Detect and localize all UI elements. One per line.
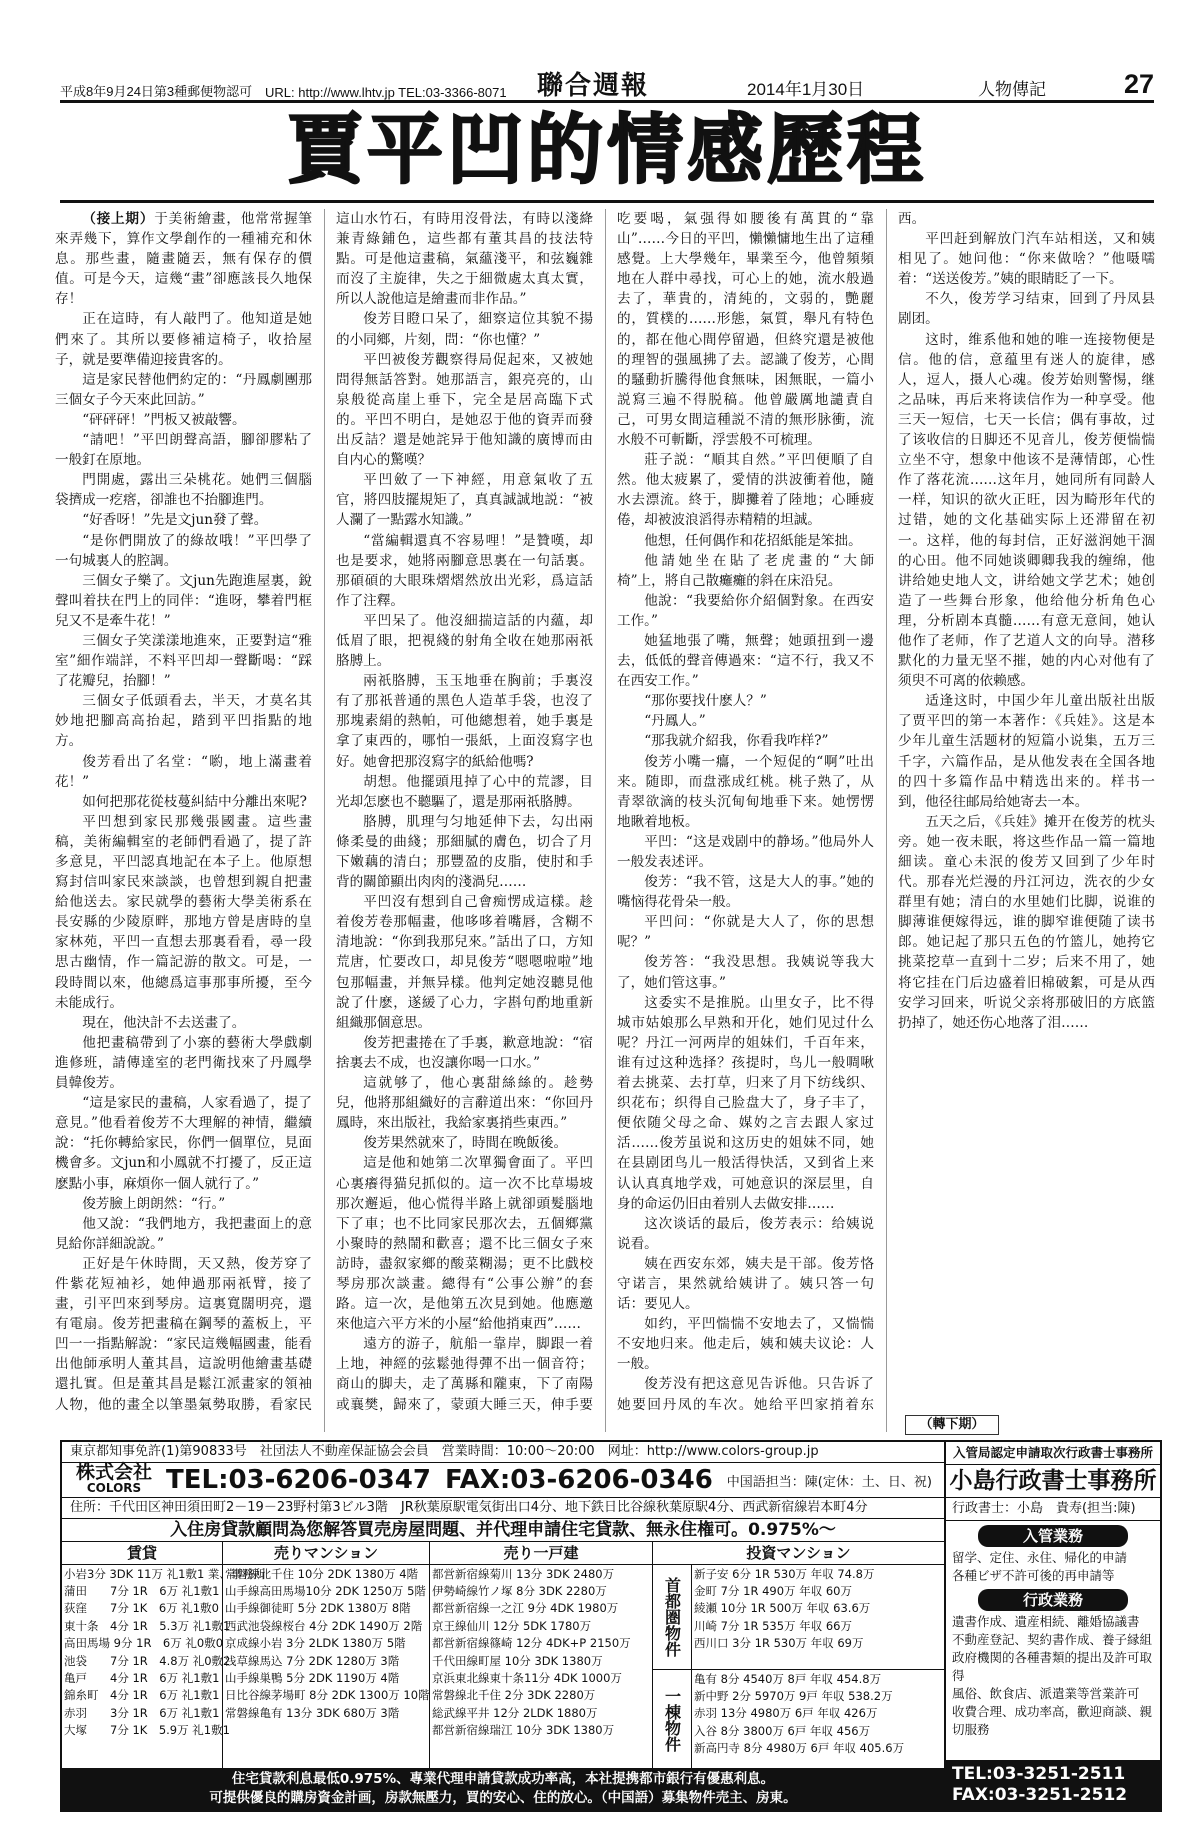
building-listing-text: 新高円寺 8分 4980万 6戸 年収 405.6万: [694, 1741, 905, 1756]
paragraph-text: 這就够了，他心裏甜絲絲的。趁勢兒，他將那組織好的言辭道出來：“你回丹鳳時，來出版社，我給家裏捎些東西。”: [336, 1075, 593, 1132]
house-listing: [430, 1669, 652, 1686]
investment-listing: [692, 1582, 944, 1599]
house-listing: [430, 1600, 652, 1617]
article-paragraph: [898, 330, 1155, 692]
office-name: 小島行政書士事務所: [946, 1465, 1160, 1498]
mansion-sale-title: 売りマンション: [223, 1542, 429, 1565]
building-listing-text: 入谷 8分 3800万 6戸 年収 456万: [694, 1723, 871, 1738]
article-paragraph: [617, 531, 874, 551]
investment-listing: [692, 1617, 944, 1634]
house-sale-title: 売り一戸建: [430, 1542, 652, 1565]
paragraph-text: 他說：“我要給你介紹個對象。在西安工作。”: [617, 592, 874, 629]
rent-listing-text: 錦糸町 4分 1R 6万 礼1敷1: [64, 1688, 220, 1703]
rent-listing-text: 高田馬場 9分 1R 6万 礼0敷0: [64, 1636, 224, 1651]
paragraph-text: 這是家民替他們約定的：“丹鳳劇團那三個女子今天來此回訪。”: [55, 371, 312, 408]
article-paragraph: [617, 450, 874, 530]
article-paragraph: [55, 691, 312, 751]
rent-listing-text: 池袋 7分 1R 4.8万 礼0敷2: [64, 1653, 231, 1668]
header-url: URL: http://www.lhtv.jp TEL:03-3366-8071: [265, 85, 507, 100]
administrative-service-list: [946, 1613, 1160, 1739]
administrative-service-heading: 行政業務: [978, 1589, 1128, 1611]
paragraph-text: 他請她坐在貼了老虎畫的“大師椅”上，將自己散癱癱的斜在床沿兒。: [617, 552, 874, 589]
paragraph-text: 兩祇胳膊，玉玉地垂在胸前；手裏沒有了那祇普通的黑色人造革手袋，也沒了那塊素絹的熱帕，可他總想着，她手裏是拿了東西的，哪怕一張紙，上面沒寫字也好。她會把那沒寫字的紙給他嗎?: [336, 673, 593, 770]
paragraph-text: 俊芳把畫捲在了手裏，歉意地說：“宿捨裏去不成，也沒讓你喝一口水。”: [336, 1034, 593, 1071]
article-paragraph: [617, 832, 874, 872]
house-listing-text: 都営新宿線瑞江 10分 3DK 1380万: [432, 1723, 615, 1738]
paragraph-text: 平凹被俊芳觀察得局促起來，又被她問得無話答對。她那語言，銀亮亮的，山泉般從高崖上垂下，完全是居高臨下式的。平凹不明白，是她忍于他的資弄而發出反詰？還是她詫异于他知識的廣博而由自内心的驚嘆？: [336, 351, 593, 469]
service-item: 留学、定住、永住、帰化的申請: [952, 1550, 1128, 1565]
office-contact: [946, 1760, 1160, 1810]
building-listing-text: 赤羽 13分 4980万 6戸 年収 426万: [694, 1706, 878, 1721]
mansion-listing-text: 西武池袋線桜台 4分 2DK 1490万 2階: [225, 1618, 423, 1633]
article-paragraph: [55, 309, 312, 369]
paragraph-text: 俊芳目瞪口呆了，細察這位其貌不揚的小同鄉，片刻，問：“你也懂？”: [336, 311, 593, 348]
article-body: [55, 209, 1155, 1432]
paragraph-text: “那你要找什麽人？”: [644, 693, 767, 710]
paragraph-text: 俊芳看出了名堂：“喲，地上滿畫着花！”: [55, 753, 312, 790]
paragraph-text: 他把畫稿帶到了小寨的藝術大學戲劇進修班，請傳達室的老門衛找來了丹鳳學員韓俊芳。: [55, 1034, 312, 1092]
house-listing-text: 京王線仙川 12分 5DK 1780万: [432, 1618, 592, 1633]
paragraph-text: 俊芳没有把这意见告诉他。只告诉了她要回丹凤的车次。她给平凹家捎着东西。: [617, 211, 926, 1413]
house-listing: [430, 1617, 652, 1634]
house-listing: [430, 1722, 652, 1739]
chinese-contact: 中国語担当：陳(定休：土、日、祝): [726, 1474, 932, 1490]
building-listing: [692, 1705, 944, 1722]
paragraph-text: 平凹沒有想到自己會痴愣成這樣。趁着俊芳卷那幅畫，他哆哆着嘴唇，含糊不清地說：“你到我那兒來。”話出了口，方知荒唐，忙要改口，却見俊芳“嗯嗯啦啦”地包那幅畫，并無异樣。他判定她沒聽見他說了什麽，遂緩了心力，字斟句酌地重新組織那個意思。: [336, 894, 593, 1031]
house-sale-column: [430, 1542, 653, 1768]
investment-listing-text: 綾瀬 10分 1R 500万 年収 63.6万: [694, 1601, 871, 1616]
paragraph-text: 他想，任何偶作和花招紙能是笨拙。: [644, 532, 862, 549]
paragraph-text: 如何把那花從枝蔓糾結中分離出來呢?: [82, 793, 307, 810]
mansion-listing-text: 京成線小岩 3分 2LDK 1380万 5階: [225, 1636, 406, 1651]
article-paragraph: [55, 1013, 312, 1033]
investment-group1: [692, 1565, 944, 1670]
article-paragraph: [336, 1133, 593, 1153]
rent-listing-text: 荻窪 7分 1K 6万 礼1敷0: [64, 1601, 219, 1616]
paragraph-text: 正在這時，有人敲門了。他知道是她們來了。其所以要修補這椅子，收拾屋子，就是要準備迎接貴客的。: [55, 311, 312, 368]
article-paragraph: [617, 731, 874, 751]
mansion-listing-text: 浅草線馬込 7分 2DK 1280万 3階: [225, 1653, 400, 1668]
ad-footer-line-2: 可提供優良的購房資金計画，房款無壓力，買的安心、住的放心。（中国語）募集物件売主、房東。: [209, 1790, 797, 1806]
mansion-listing: [223, 1600, 432, 1617]
article-paragraph: [617, 872, 874, 912]
mansion-listing: [223, 1669, 432, 1686]
mansion-sale-column: [223, 1542, 430, 1768]
article-paragraph: [617, 912, 874, 952]
mansion-listing-text: 山手線御徒町 5分 2DK 1380万 8階: [225, 1601, 411, 1616]
issue-date: 2014年1月30日: [747, 80, 865, 99]
house-listing-text: 常磐線北千住 2分 3DK 2280万: [432, 1688, 596, 1703]
paragraph-text: 俊芳答：“我没思想。我姨说等我大了，她们管这事。”: [617, 954, 874, 991]
ad-banner: 入住房貸款顧問為您解答買売房屋問題、并代理申請住宅貸款、無永住権可。0.975%～: [62, 1519, 944, 1542]
rent-listing-text: 大塚 7分 1K 5.9万 礼1敷1: [64, 1723, 230, 1738]
immigration-service-list: [946, 1549, 1160, 1585]
article-paragraph: [55, 812, 312, 1013]
paragraph-text: 三個女子笑漾漾地進來，正要對這“雅室”細作端詳，不料平凹却一聲斷喝：“踩了花瓣兒，抬腳！”: [55, 632, 312, 690]
mansion-listing: [223, 1565, 432, 1582]
investment-title: 投資マンション: [653, 1542, 944, 1565]
company-name: 株式会社: [75, 1461, 152, 1483]
paragraph-text: 于美術繪畫，他常常握筆來弄幾下，算作文學創作的一種補充和休息。那些畫，隨畫隨丟，無有保存的價值。可是今天，這幾“畫”卻應該長久地保存！: [55, 211, 313, 308]
company-name-en: COLORS: [86, 1481, 142, 1495]
investment-column: [653, 1542, 944, 1768]
building-listing: [692, 1722, 944, 1739]
mansion-listing-text: 日比谷線茅場町 8分 2DK 1300万 10階: [225, 1688, 430, 1703]
article-paragraph: [898, 812, 1155, 1033]
paragraph-text: 如约，平凹惴惴不安地去了，又惴惴不安地归来。他走后，姨和姨夫议论：人一般。: [617, 1316, 874, 1373]
paragraph-text: 門開處，露出三朵桃花。她們三個腦袋擠成一疙瘩，卻誰也不抬腳進門。: [55, 472, 312, 509]
house-listing: [430, 1635, 652, 1652]
advertisement: [60, 1440, 1162, 1812]
article-paragraph: [617, 952, 874, 992]
article-paragraph: [55, 571, 312, 631]
paragraph-text: 遠方的游子，航船一靠岸，脚跟一着上地，神經的弦鬆弛得彈不出一個音符；商山的脚夫，走了萬縣和隴東，下了南陽或襄樊，歸來了，蒙頭大睡三天，伸手要吃要喝，氣强得如腰後有萬貫的“靠山”……今日的平凹，懶懶慵地生出了這種感覺。上大學幾年，畢業至今，他曾頻頻地在人群中尋找，可心上的她，流水般過去了，華貴的，清純的，文弱的，艷麗的，質樸的……形態，氣質，舉凡有特色的，都在他心間停留過，但終究還是被他的理智的强風拂了去。認識了俊芳，心間的騷動折騰得他食無味，困無眠，一篇小説寫三遍不得脱稿。他曾嚴厲地譴責自己，可男女間這種説不清的無形脉衝，流水般不可斬斷，浮雲般不可梳理。: [336, 211, 874, 1413]
article-paragraph: [336, 470, 593, 530]
ad-license-line: 東京都知事免許(1)第90833号 社団法人不動産保証協会会員 営業時間：10:00～20:00 网址：http://www.colors-group.jp: [62, 1442, 944, 1463]
rent-column: [62, 1542, 266, 1768]
article-paragraph: [55, 470, 312, 510]
article-paragraph: [55, 510, 312, 530]
ad-phone: TEL:03-6206-0347: [166, 1465, 431, 1495]
paragraph-text: 平凹赶到解放门汽车站相送，又和姨相见了。她问他：“你来做啥？”他嗫嚅着：“送送俊芳。”姨的眼睛眨了一下。: [898, 231, 1155, 288]
house-listing-text: 都営新宿線菊川 13分 3DK 2480万: [432, 1566, 615, 1581]
investment-listing-text: 金町 7分 1R 490万 年収 60万: [694, 1584, 852, 1599]
building-listing-text: 亀有 8分 4540万 8戸 年収 454.8万: [694, 1671, 882, 1686]
article-paragraph: [55, 531, 312, 571]
article-paragraph: [617, 631, 874, 691]
group2-label: 一棟物件: [662, 1688, 682, 1752]
mansion-listing: [223, 1582, 432, 1599]
article-paragraph: [55, 631, 312, 691]
house-listing: [430, 1565, 652, 1582]
office-ad: [946, 1442, 1160, 1810]
investment-body: [692, 1565, 944, 1770]
paragraph-text: 五天之后，《兵娃》摊开在俊芳的枕头旁。她一夜未眠，将这些作品一篇一篇地細读。童心未泯的俊芳又回到了少年时代。那春光烂漫的丹江河边，洗衣的少女群里有她；清白的水里她们比脚，说谁的脚薄谁便嫁得远，谁的脚窄谁便随了读书郎。她记起了那只五色的竹篮儿，她挎它挑菜挖草一直到十二岁；后来不用了，她将它挂在门后边盛着旧棉破絮，可是从西安学习回来，听说父亲将那破旧的方底篮扔掉了，她还伤心地落了泪……: [898, 813, 1155, 1031]
continued-notice: （轉下期）: [905, 1415, 999, 1435]
paragraph-text: 平凹斂了一下神經，用意氣收了五官，將四肢擺規矩了，真真誠誠地説：“被人瀾了一點露水知識。”: [336, 472, 593, 529]
newspaper-name: 聯合週報: [537, 71, 650, 101]
paragraph-text: “請吧！”平凹朗聲高語，腳卻膠粘了一般釘在原地。: [55, 432, 312, 469]
investment-listing-text: 川崎 7分 1R 535万 年収 66万: [694, 1618, 852, 1633]
house-listing-text: 都営新宿線篠崎 12分 4DK+P 2150万: [432, 1636, 631, 1651]
paragraph-text: “是你們開放了的綠故哦！”平凹學了一句城裏人的腔調。: [55, 532, 312, 569]
house-listing: [430, 1582, 652, 1599]
article-paragraph: [617, 752, 874, 832]
article-paragraph: [617, 691, 874, 711]
paragraph-text: 俊芳小嘴一癟，一个短促的“啊”吐出来。随即，而盘涨成红桃。桃子熟了，从青翠欲滴的枝头沉甸甸地垂下来。她愣愣地瞅着地板。: [617, 753, 874, 830]
article-paragraph: [55, 370, 312, 410]
office-phone: TEL:03-3251-2511: [952, 1764, 1126, 1784]
paragraph-text: “丹鳳人。”: [644, 713, 706, 730]
investment-listing-text: 西川口 3分 1R 530万 年収 69万: [694, 1636, 864, 1651]
paragraph-text: “好香呀！”先是文jun發了聲。: [82, 512, 268, 529]
article-paragraph: [336, 309, 593, 349]
investment-labels: [653, 1565, 692, 1770]
article-paragraph: [617, 551, 874, 591]
group1-label-box: [653, 1565, 691, 1670]
section-name: 人物傳記: [978, 80, 1046, 99]
mansion-listing-text: 常磐線亀有 13分 3DK 680万 3階: [225, 1705, 400, 1720]
rent-title: 賃貸: [62, 1542, 222, 1565]
article-paragraph: [617, 591, 874, 631]
paragraph-text: 她猛地張了嘴，無聲；她頭扭到一邊去，低低的聲音傳過來：“這不行，我又不在西安工作。”: [617, 632, 874, 690]
ad-contact-row: [62, 1463, 944, 1498]
article-paragraph: [898, 229, 1155, 289]
article-paragraph: [898, 691, 1155, 812]
article-paragraph: [617, 1214, 874, 1254]
article-paragraph: [55, 1214, 312, 1254]
building-listing-text: 新中野 2分 5970万 9戸 年収 538.2万: [694, 1689, 893, 1704]
article-paragraph: [55, 792, 312, 812]
rent-listing-text: 東十条 4分 1R 5.3万 礼1敷1: [64, 1618, 231, 1633]
paragraph-text: “砰砰砰！”門板又被敲響。: [82, 411, 246, 428]
service-item: 遺書作成、遺産相続、離婚協議書: [952, 1614, 1140, 1629]
paragraph-text: “當編輯還真不容易哩！”是贊嘆，却也是要求，她將兩腳意思裏在一句話裏。那碩碩的大眼珠熠熠然放出光彩，爲這話作了注釋。: [336, 532, 593, 609]
immigration-service-heading: 入管業務: [978, 1525, 1128, 1547]
paragraph-text: 莊子説：“順其自然。”平凹便順了自然。他太疲累了，愛情的洪波衝着他，隨水去漂流。終于，脚攤着了陸地；心睡疲倦，却被波浪滔得赤精精的坦誠。: [617, 452, 874, 529]
page-number: 27: [1123, 69, 1154, 99]
paragraph-text: 三個女子低頭看去，半天，才莫名其妙地把腳高高抬起，踏到平凹指點的地方。: [55, 693, 312, 750]
mansion-listing: [223, 1687, 432, 1704]
article-paragraph: [336, 1033, 593, 1073]
service-item: 收費合理、成功率高，歡迎商談、親切服務: [952, 1704, 1153, 1737]
article-paragraph: [617, 993, 874, 1214]
building-listing: [692, 1740, 944, 1757]
house-listing-text: 総武線平井 12分 2LDK 1880万: [432, 1705, 598, 1720]
headline: 賈平凹的情感歷程: [287, 105, 927, 194]
house-listing-text: 千代田線町屋 10分 3DK 1380万: [432, 1653, 603, 1668]
paragraph-text: 胳膊，肌理勻匀地延伸下去，勾出兩條柔曼的曲綫；那細膩的膚色，切合了月下嫩藕的清白；那豐盈的皮脂，使肘和手背的關節顯出肉肉的淺渦兒……: [336, 813, 593, 891]
paragraph-text: 胡想。他擺頭甩掉了心中的荒謬，目光却怎麽也不聽驅了，還是那兩祇胳膊。: [336, 773, 593, 810]
article-paragraph: [55, 410, 312, 430]
article-paragraph: [617, 711, 874, 731]
investment-listing: [692, 1565, 944, 1582]
mansion-listing: [223, 1704, 432, 1721]
paragraph-text: 現在，他決計不去送畫了。: [82, 1014, 246, 1031]
article-paragraph: [617, 1314, 874, 1374]
service-item: 各種ビザ不許可後的再申請等: [952, 1568, 1115, 1583]
company-logo: [62, 1461, 166, 1496]
article-paragraph: [898, 289, 1155, 329]
article-paragraph: [336, 531, 593, 611]
paragraph-text: 平凹：“这是戏剧中的静场。”他局外人一般发表述评。: [617, 833, 874, 870]
building-listing: [692, 1670, 944, 1687]
article-paragraph: [336, 611, 593, 671]
article-paragraph: [617, 1254, 874, 1314]
article-paragraph: [336, 772, 593, 812]
ad-footer-line-1: 住宅貸款利息最低0.975%、專業代理申請貸款成功率高，本社提携都市銀行有優惠利息。: [231, 1771, 775, 1787]
mansion-listing-text: 常磐線北千住 10分 2DK 1380万 4階: [225, 1566, 419, 1581]
realestate-ad: [62, 1442, 946, 1810]
group1-label: 首都圏物件: [662, 1577, 682, 1657]
investment-listing: [692, 1635, 944, 1652]
ad-address: 住所：千代田区神田須田町2－19－23野村第3ビル3階 JR秋葉原駅電気街出口4分、地下鉄日比谷線秋葉原駅4分、西武新宿線岩本町4分: [62, 1498, 944, 1519]
paragraph-text: 平凹问：“你就是大人了，你的思想呢？”: [617, 914, 874, 951]
paragraph-text: 不久，俊芳学习结束，回到了丹凤县剧团。: [898, 291, 1155, 328]
paragraph-text: 他又說：“我們地方，我把畫面上的意見給你詳細說說。”: [55, 1215, 312, 1252]
rent-listing-text: 蒲田 7分 1R 6万 礼1敷1: [64, 1584, 220, 1599]
mansion-listing: [223, 1635, 432, 1652]
house-listing: [430, 1687, 652, 1704]
investment-listing: [692, 1600, 944, 1617]
article-paragraph: [55, 209, 312, 309]
page-header: [60, 68, 1154, 103]
paragraph-text: 这次谈话的最后，俊芳表示：给姨说说看。: [617, 1215, 874, 1252]
investment-listing-text: 新子安 6分 1R 530万 年収 74.8万: [694, 1566, 875, 1581]
service-item: 政府機関的各種書類的提出及許可取得: [952, 1650, 1153, 1683]
building-listing: [692, 1687, 944, 1704]
mansion-listing: [223, 1617, 432, 1634]
house-listing-text: 京浜東北線東十条11分 4DK 1000万: [432, 1671, 622, 1686]
headline-area: [60, 102, 1154, 203]
continued-tag: （接上期）: [82, 211, 155, 227]
mansion-listing-text: 山手線巣鴨 5分 2DK 1190万 4階: [225, 1671, 400, 1686]
article-paragraph: [55, 430, 312, 470]
paragraph-text: “那我就介紹我，你看我咋样?”: [644, 733, 829, 750]
paragraph-text: 俊芳臉上朗朗然：“行。”: [82, 1195, 226, 1212]
service-item: 不動産登記、契約書作成、養子縁組: [952, 1632, 1153, 1647]
investment-inner: [653, 1542, 944, 1768]
paragraph-text: 俊芳：“我不管，这是大人的事。”她的嘴恼得花骨朵一般。: [617, 874, 874, 911]
article-paragraph: [336, 1153, 593, 1334]
article-paragraph: [55, 1093, 312, 1193]
mansion-listing-text: 山手線高田馬場10分 2DK 1250万 5階: [225, 1584, 426, 1599]
paragraph-text: 这时，维系他和她的唯一连接物便是信。他的信，意蕴里有迷人的旋律，感人，逗人，摄人心魂。俊芳始则警惕，继之品味，再后来将读信作为一种享受。他三天一短信，七天一长信；偶有事故，过了该收信的日脚还不见音儿，俊芳便惴惴立坐不守，想象中他该不是薄情郎，心性作了落花流……这年月，她同所有同龄人一样，知识的欲火正旺，因为畸形年代的过错，她的文化基础实际上还滞留在初一。这样，他的每封信，正好滋润她干涸的心田。他不同她谈卿卿我我的缠绵，他讲给她史地人文，讲给她文学艺术；她创造了一些舞台形象，他给他分析角色心理，分析剧本真髓……有意无意间，她认他作了老师，作了艺道人文的向导。潜移默化的力量无坚不摧，她的内心对他有了须臾不可离的依赖感。: [898, 331, 1155, 690]
paragraph-text: 适逢这时，中国少年儿童出版社出版了贾平凹的第一本著作：《兵娃》。这是本少年儿童生活题材的短篇小说集，五万三千字，六篇作品，是从他发表在全国各地的四十多篇作品中精选出来的。样书一到，他径往邮局给她寄去一本。: [898, 693, 1155, 810]
office-title-line: 入管局認定申請取次行政書士事務所: [946, 1442, 1160, 1465]
house-listing: [430, 1652, 652, 1669]
ad-fax: FAX:03-6206-0346: [444, 1465, 713, 1495]
article-paragraph: [336, 812, 593, 892]
house-listing: [430, 1704, 652, 1721]
article-paragraph: [55, 1033, 312, 1093]
listings: [62, 1542, 944, 1768]
rent-listing-text: 亀戸 4分 1R 6万 礼1敷1: [64, 1671, 220, 1686]
paragraph-text: 正好是午休時間，天又熱，俊芳穿了件紫花短袖衫，她伸過那兩祇臂，接了畫，引平凹來到琴房。這裏寬闊明亮，還有電扇。俊芳把畫稿在鋼琴的蓋板上，平凹一一指點解說：“家民這幾幅國畫，能看出他師承明人董其昌，這說明他繪畫基礎還扎實。但是董其昌是鬆江派畫家的領袖人物，他的畫全以筆墨氣勢取勝，看家民這山水竹石，有時用沒骨法，有時以淺絳兼青綠鋪色，這些都有董其昌的技法特點。可是他這畫稿，氣蘊淺平，和弦巍雜而沒了主旋律，失之于細微處太真太實，所以人說他這是繪畫而非作品。”: [55, 211, 593, 1413]
paragraph-text: 平凹想到家民那幾張國畫。這些畫稿，美術編輯室的老師們看過了，提了許多意見，平凹認真地記在本子上。他原想寫封信叫家民來談談，也曾想到親自把畫給他送去。家民就學的藝術大學美術系在長安縣的少陵原畔，那地方曾是唐時的皇家林苑，平凹一直想去那裏看看，尋一段思古幽情，作一篇記游的散文。可是，一段時間以來，他總爲這事那事所擾，至今未能成行。: [55, 813, 312, 1011]
rent-listing-text: 小岩3分 3DK 11万 礼1敷1 業、事務所: [64, 1566, 266, 1581]
postal-license: 平成8年9月24日第3種郵便物認可: [60, 84, 253, 99]
house-listing-text: 都営新宿線一之江 9分 4DK 1980万: [432, 1601, 619, 1616]
article-paragraph: [336, 671, 593, 771]
article-paragraph: [336, 1073, 593, 1133]
article-paragraph: [55, 752, 312, 792]
article-paragraph: [336, 350, 593, 471]
rent-listing-text: 赤羽 3分 1R 6万 礼1敷1: [64, 1705, 220, 1720]
house-listing-text: 伊勢崎線竹ノ塚 8分 3DK 2280万: [432, 1584, 607, 1599]
office-fax: FAX:03-3251-2512: [952, 1785, 1128, 1805]
paragraph-text: “這是家民的畫稿，人家看過了，提了意見。”他看着俊芳不大理解的神情，繼續說：“托你轉給家民，你們一個單位，見面機會多。文jun和小鳳就不打擾了，反正這麽點小事，麻煩你一個人就行了。”: [55, 1095, 312, 1192]
article-paragraph: [336, 892, 593, 1033]
mansion-listing: [223, 1652, 432, 1669]
office-staff: 行政書士：小島 貴寿(担当:陳): [946, 1498, 1160, 1521]
paragraph-text: 这委实不是推脱。山里女子，比不得城市姑娘那么早熟和开化，她们见过什么呢？丹江一河两岸的姐妹们，千百年来，谁有过这种选择？孩提时，鸟儿一般啁啾着去挑菜、去打草，归来了月下纺线织、织花布；织得自己脸盘大了，身子丰了，便依随父母之命、媒妁之言去跟人家过活……俊芳虽说和这历史的姐妹不同，她在县剧团鸟儿一般活得快活，又到省上来认认真真地学戏，可她意识的深层里，自身的命运仍旧由着别人去做安排……: [617, 994, 874, 1212]
service-item: 風俗、飲食店、派遣業等営業許可: [952, 1686, 1140, 1701]
paragraph-text: 這是他和她第二次單獨會面了。平凹心裏癢得猫兒抓似的。這一次不比草場坡那次邂逅，他心慌得半路上就卻頭髮腦地下了車；也不比同家民那次去，五個鄉黨小聚時的熱鬧和歡喜；還不比三個女子來訪時，盡叙家鄉的酸菜糊湯；更不比戲校琴房那次談畫。總得有“公事公辦”的套路。這一次，是他第五次見到她。他應邀來他這六平方米的小屋“給他捎東西”……: [336, 1155, 593, 1333]
article-paragraph: [55, 1194, 312, 1214]
ad-footer: [62, 1768, 944, 1810]
investment-groups: [653, 1565, 944, 1770]
investment-group2: [692, 1670, 944, 1757]
paragraph-text: 俊芳果然就來了，時間在晚飯後。: [363, 1135, 568, 1152]
paragraph-text: 三個女子樂了。文jun先跑進屋裏，銳聲叫着扶在門上的同伴：“進呀，攀着門框兒又不是牽牛花！”: [55, 572, 312, 629]
group2-label-box: [653, 1670, 691, 1770]
paragraph-text: 姨在西安东郊，姨夫是干部。俊芳恪守诺言，果然就给姨讲了。姨只答一句话：要见人。: [617, 1255, 874, 1313]
paragraph-text: 平凹呆了。他沒細揣這話的内蘊，却低眉了眼，把視綫的射角全收在她那兩祇胳膊上。: [336, 612, 593, 670]
